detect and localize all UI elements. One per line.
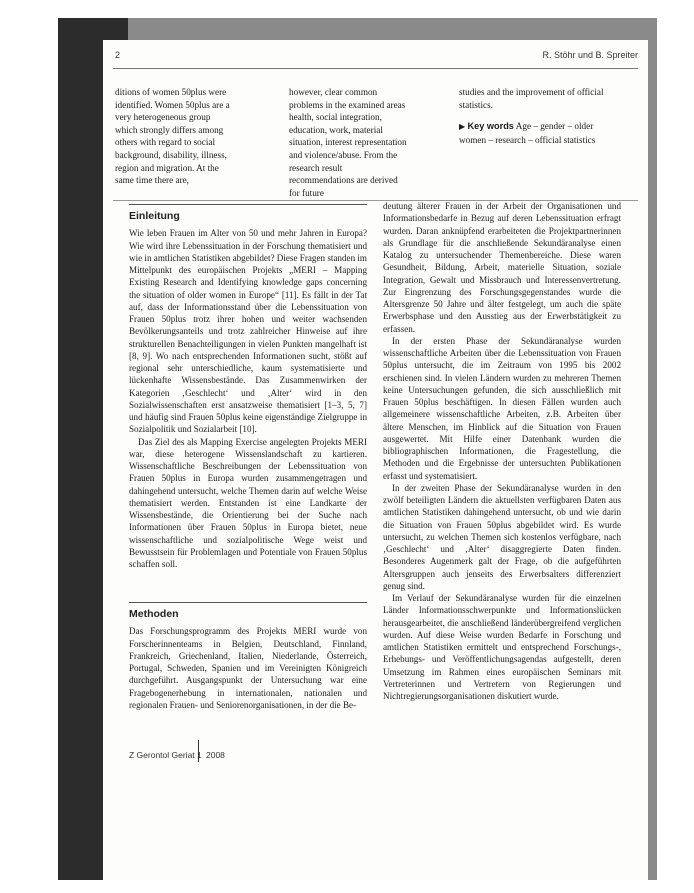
footer-year: 2008 bbox=[206, 750, 225, 760]
methoden-block bbox=[129, 602, 367, 711]
footer-divider bbox=[198, 740, 199, 762]
keywords-text: Age – gender – older women – research – official statistics bbox=[459, 121, 596, 145]
abstract-column-1: ditions of women 50plus were identified. Women 50plus are a very heterogeneous group which strongly differs among others with regard to social background, disability, illness, region and migration. At the same time there are, bbox=[115, 87, 230, 186]
keywords-arrow-icon: ▶ bbox=[459, 122, 466, 132]
page-number: 2 bbox=[115, 50, 121, 60]
paper-page bbox=[103, 40, 648, 880]
heading-einleitung: Einleitung bbox=[129, 210, 180, 222]
einleitung-paragraph-1: Wie leben Frauen im Alter von 50 und mehr Jahren in Europa? Wie wird ihre Lebenssituation in der Forschung thematisiert und wie in amtlichen Statistiken abgebildet? Diese Fragen standen im Mittelpunkt des europäischen Projekts „MERI – Mapping Existing Research and Identifying knowledge gaps concerning the situation of older women in Europe“ [11]. Es fällt in der Tat auf, dass der Informationsstand über die Lebenssituation von Frauen 50plus trotz ihrer hohen und weiter wachsenden Bevölkerungsanteils und trotz zahlreicher Hinweise auf ihre strukturellen Benachteiligungen in vielen Punkten mangelhaft ist [8, 9]. Wo nach entsprechenden Informationen sucht, stößt auf regional sehr unterschiedliche, kaum systematisierte und lückenhafte Wissensbestände. Das Zusammenwirken der Kategorien ‚Geschlecht‘ und ‚Alter‘ wird in den Sozialwissenschaften erst ansatzweise thematisiert [1–3, 5, 7] und häufig sind Frauen 50plus keine eigenständige Zielgruppe in Sozialpolitik und Sozialarbeit [10]. bbox=[129, 228, 367, 435]
abstract-column-2: however, clear common problems in the examined areas health, social integration, education, work, material situation, interest representation and violence/abuse. From the research result recommendations are derived for future bbox=[289, 87, 407, 198]
footer-journal: Z Gerontol Geriat 1 bbox=[129, 750, 202, 760]
abstract-text-end: studies and the improvement of official statistics. bbox=[459, 87, 604, 110]
keywords bbox=[459, 120, 609, 146]
right-paragraph-3: In der zweiten Phase der Sekundäranalyse wurden in den zwölf beteiligten Ländern die aktuellsten verfügbaren Daten aus amtlichen Statistiken dahingehend untersucht, ob und wie darin die Situation von Frauen 50plus abgebildet wird. Es wurde untersucht, zu welchen Themen sich kostenlos verfügbare, nach ‚Geschlecht‘ und ‚Alter‘ disaggregierte Daten finden. Besonderes Augenmerk galt der Frage, ob die aufgeführten Altersgruppen auch jenseits des Erwerbsalters differenziert genug sind. bbox=[383, 482, 621, 591]
keywords-label: Key words bbox=[467, 121, 514, 132]
right-paragraph-4: Im Verlauf der Sekundäranalyse wurden für die einzelnen Länder Informationsschwerpunkte und Informationslücken herausgearbeitet, die anschließend länderübergreifend verglichen wurden. Auf diese Weise wurden Bedarfe in Forschung und amtlichen Statistiken ermittelt und entsprechend Forschungs-, Erhebungs- und Veröffentlichungsagendas aufgestellt, deren Umsetzung im Rahmen eines europäischen Seminars mit Vertreterinnen und Vertretern von Regierungen und Nichtregierungsorganisationen diskutiert wurde. bbox=[383, 593, 621, 701]
right-column bbox=[383, 200, 621, 702]
running-head-authors: R. Stöhr und B. Spreiter bbox=[542, 50, 638, 60]
section-rule bbox=[129, 204, 367, 205]
right-paragraph-1: deutung älterer Frauen in der Arbeit der Organisationen und Informationsbedarfe in Bezug auf deren Lebenssituation erfragt wurden. Daran anknüpfend erarbeiteten die Projektpartnerinnen als Grundlage für die anschließende Sekundäranalyse einen Katalog zu untersuchender Themenbereiche. Diese waren Gesundheit, Bildung, Arbeit, materielle Situation, soziale Integration, Gewalt und Missbrauch und Interessenvertretung. Zur Eingrenzung des Forschungsgegenstandes wurde die Altersgrenze 50 Jahre und älter festgelegt, um auch die späte Erwerbsphase und den Ausstieg aus der Erwerbstätigkeit zu erfassen. bbox=[383, 201, 621, 334]
einleitung-paragraph-2: Das Ziel des als Mapping Exercise angelegten Projekts MERI war, diese heterogene Wissenslandschaft zu kartieren. Wissenschaftliche Beschreibungen der Lebenssituation von Frauen 50plus in Europa wurden zusammengetragen und dahingehend untersucht, welche Themen darin auf welche Weise thematisiert werden. Entstanden ist eine Landkarte der Wissensbestände, die Orientierung bei der Suche nach Informationen über Frauen 50plus in Europa bietet, neue wissenschaftliche und sozialpolitische Wege weist und Bewusstsein für Problemlagen und Potentiale von Frauen 50plus schaffen soll. bbox=[129, 436, 367, 569]
header-rule bbox=[113, 68, 638, 69]
heading-methoden: Methoden bbox=[129, 608, 179, 620]
abstract-column-3 bbox=[459, 86, 609, 146]
right-paragraph-2: In der ersten Phase der Sekundäranalyse wurden wissenschaftliche Arbeiten über die Lebenssituation von Frauen 50plus untersucht, die im Zeitraum von 1995 bis 2002 erschienen sind. In vielen Ländern wurden zu mehreren Themen keine Untersuchungen gefunden, die sich ausschließlich mit Frauen 50plus beschäftigen. In diesen Fällen wurden auch allgemeinere wissenschaftliche Arbeiten, z.B. Arbeiten über ältere Menschen, im Hinblick auf die Situation von Frauen ausgewertet. Mit Hilfe einer Datenbank wurden die bibliographischen Informationen, die Fragestellung, die Methoden und die Ergebnisse der untersuchten Publikationen erfasst und systematisiert. bbox=[383, 335, 621, 481]
left-column bbox=[129, 204, 367, 570]
methoden-paragraph-1: Das Forschungsprogramm des Projekts MERI wurde von Forscherinnenteams in Belgien, Deutschland, Finnland, Frankreich, Griechenland, Italien, Niederlande, Österreich, Portugal, Schweden, Spanien und im Vereinigten Königreich durchgeführt. Ausgangspunkt der Untersuchung war eine Fragebogenerhebung in internationalen, nationalen und regionalen Frauen- und Seniorenorganisationen, in der die Be- bbox=[129, 626, 367, 710]
section-rule bbox=[129, 602, 367, 603]
